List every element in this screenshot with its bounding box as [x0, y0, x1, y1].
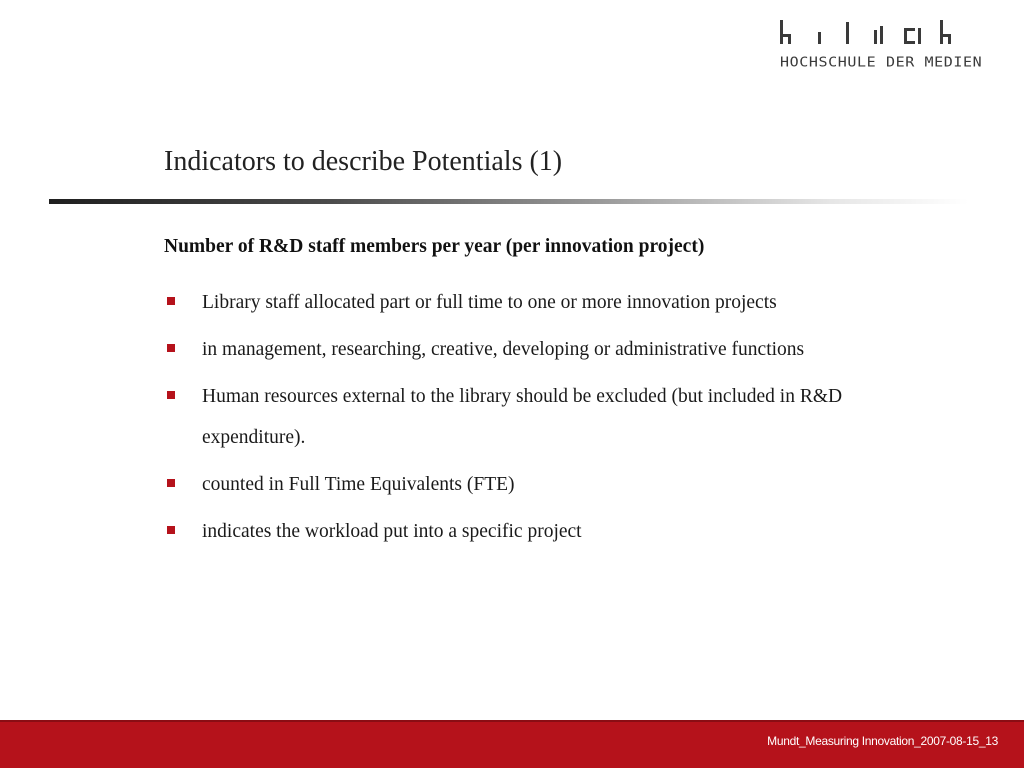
title-divider [49, 199, 969, 204]
bullet-text: indicates the workload put into a specific project [202, 521, 582, 542]
square-bullet-icon [167, 526, 175, 534]
bullet-text: counted in Full Time Equivalents (FTE) [202, 474, 515, 495]
square-bullet-icon [167, 344, 175, 352]
square-bullet-icon [167, 297, 175, 305]
bullet-text: Library staff allocated part or full time to one or more innovation projects [202, 292, 777, 313]
bullet-text: Human resources external to the library should be excluded (but included in R&D expenditure). [202, 386, 843, 448]
bullet-item [164, 376, 944, 458]
footer-bar [0, 720, 1024, 768]
hdm-logo [778, 18, 998, 74]
footer-caption: Mundt_Measuring Innovation_2007-08-15_13 [767, 734, 998, 748]
logo-wordmark: HOCHSCHULE DER MEDIEN [780, 54, 983, 71]
bullet-item [164, 329, 944, 370]
hdm-logo-marks [778, 18, 998, 48]
bullet-item [164, 511, 944, 552]
square-bullet-icon [167, 391, 175, 399]
slide-title: Indicators to describe Potentials (1) [164, 146, 563, 177]
slide-subheading: Number of R&D staff members per year (per innovation project) [164, 236, 705, 257]
bullet-item [164, 282, 944, 323]
square-bullet-icon [167, 479, 175, 487]
bullet-item [164, 464, 944, 505]
bullet-text: in management, researching, creative, developing or administrative functions [202, 339, 805, 360]
bullet-list [164, 282, 944, 558]
